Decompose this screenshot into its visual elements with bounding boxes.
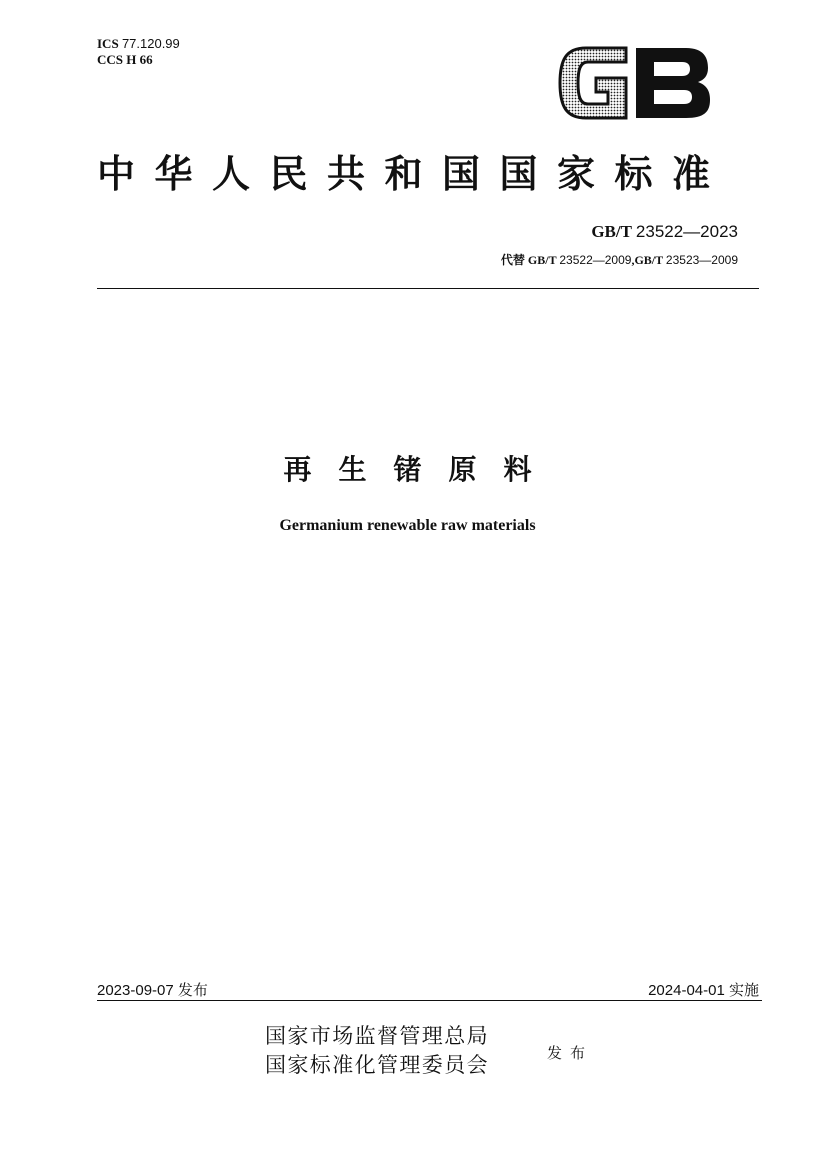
ics-line: [97, 36, 180, 52]
issuer-samr: 国家市场监督管理总局: [265, 1024, 489, 1048]
replaces-line: [501, 251, 738, 268]
gb-logo: [556, 40, 714, 126]
replaces-separator: ,: [631, 253, 635, 267]
ics-label: ICS: [97, 36, 119, 51]
ccs-code: H 66: [126, 52, 153, 67]
logo-b-letter: [636, 48, 710, 118]
title-english: Germanium renewable raw materials: [279, 517, 536, 534]
logo-g-letter: [560, 48, 626, 118]
issuer-sac: 国家标准化管理委员会: [265, 1053, 489, 1077]
replaces-1-number: 23522—2009: [559, 253, 632, 267]
footer-divider: [97, 1000, 762, 1001]
ccs-line: [97, 52, 180, 68]
replaces-2-prefix: GB/T: [634, 253, 663, 267]
ccs-label: CCS: [97, 52, 124, 67]
issue-date: 2023-09-07 发布: [97, 982, 208, 999]
header-divider: [97, 288, 759, 289]
national-standard-heading: 中华人民共和国国家标准: [97, 151, 730, 196]
title-chinese: 再生锗原料: [283, 453, 559, 486]
standard-prefix: GB/T: [591, 222, 632, 241]
standard-code: 23522—2023: [635, 222, 738, 241]
issue-action: 发布: [547, 1044, 594, 1062]
replaces-label: 代替: [500, 253, 525, 267]
standard-number: [591, 222, 738, 242]
ics-code: 77.120.99: [121, 36, 180, 51]
implementation-date: 2024-04-01 实施: [648, 982, 759, 999]
issuing-authorities: [265, 1022, 489, 1080]
replaces-2-number: 23523—2009: [665, 253, 738, 267]
classification-codes: [97, 36, 180, 68]
replaces-1-prefix: GB/T: [527, 253, 557, 267]
